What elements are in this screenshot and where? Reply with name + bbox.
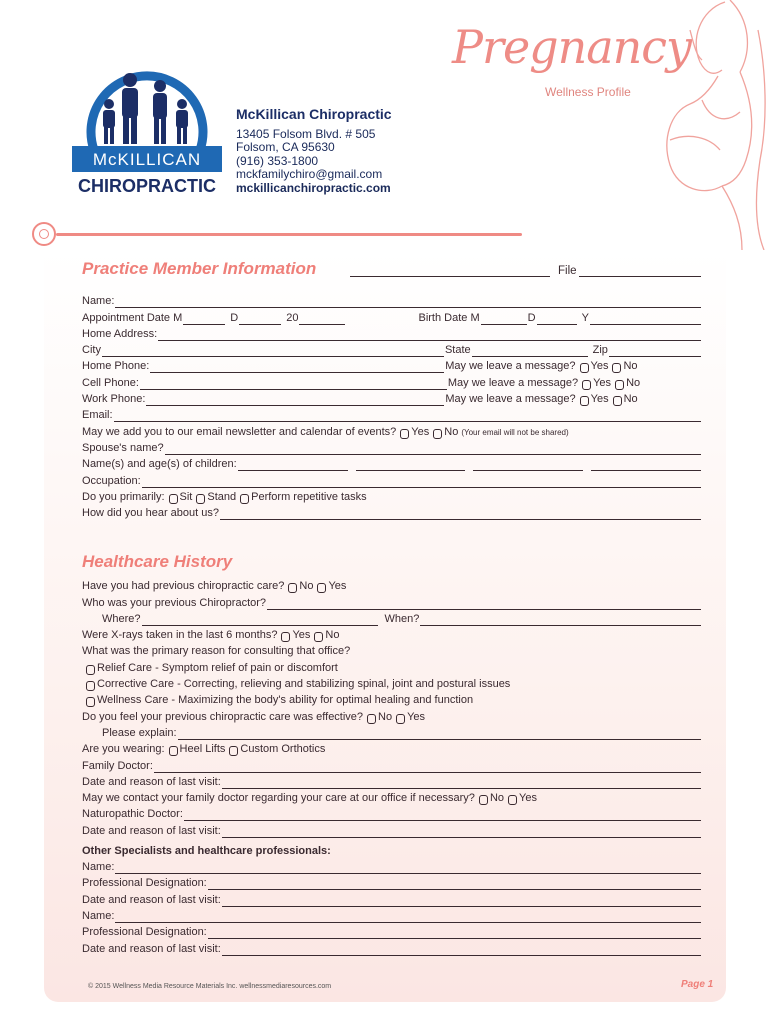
pregnant-woman-illustration — [630, 0, 770, 250]
xrays-yes-checkbox[interactable] — [281, 632, 290, 642]
wellness-profile-subtitle: Wellness Profile — [545, 85, 631, 99]
cell-msg-no-checkbox[interactable] — [615, 380, 624, 390]
practice-title-underline — [350, 276, 550, 277]
prev-when-field[interactable] — [420, 614, 701, 626]
effective-yes-checkbox[interactable] — [396, 714, 405, 724]
child-3-field[interactable] — [473, 459, 583, 471]
child-4-field[interactable] — [591, 459, 701, 471]
birth-year-field[interactable] — [590, 313, 701, 325]
other-specialists-heading: Other Specialists and healthcare professionals: — [82, 844, 331, 857]
city-field[interactable] — [102, 345, 444, 357]
specialist-1-name-field[interactable] — [115, 862, 701, 874]
company-address-1: 13405 Folsom Blvd. # 505 — [236, 126, 376, 141]
practice-section-title: Practice Member Information — [82, 259, 317, 278]
prev-care-yes-checkbox[interactable] — [317, 583, 326, 593]
birth-day-field[interactable] — [537, 313, 577, 325]
child-1-field[interactable] — [238, 459, 348, 471]
cell-msg-yes-checkbox[interactable] — [582, 380, 591, 390]
company-name: McKillican Chiropractic — [236, 106, 392, 122]
home-msg-no-checkbox[interactable] — [612, 363, 621, 373]
home-address-field[interactable] — [158, 329, 701, 341]
xrays-no-checkbox[interactable] — [314, 632, 323, 642]
healthcare-form: Have you had previous chiropractic care? No Yes Who was your previous Chiropractor? Where? When? Were X-rays taken in the last 6 months? Yes No What was the primary reason for consulting that office? Relief Care - Symptom relief of pain or discomfort Corrective Care - Correcting, relieving and stabilizing spinal, joint and postural issues Wellness Care - Maximizing the body's ability for optimal healing and function Do you feel your previous chiropractic care was effective? No Yes Please explain: Are you wearing: Heel Lifts Custom Orthotics Family Doctor: Date and reason of last visit: May we contact your family doctor regarding your care at our office if necessary? No Yes Naturopathic Doctor: Date and reason of last visit: Other Specialists and healthcare professionals: Name: Professional Designation: Date and reason of last visit: Name: Professional Designation: Date and reason of last visit: — [82, 577, 702, 956]
corrective-care-checkbox[interactable] — [86, 681, 95, 691]
wellness-care-checkbox[interactable] — [86, 697, 95, 707]
sit-checkbox[interactable] — [169, 494, 178, 504]
specialist-1-last-visit-field[interactable] — [222, 895, 701, 907]
heel-lifts-checkbox[interactable] — [169, 746, 178, 756]
stand-checkbox[interactable] — [196, 494, 205, 504]
work-msg-no-checkbox[interactable] — [613, 396, 622, 406]
specialist-2-last-visit-field[interactable] — [222, 944, 701, 956]
work-phone-field[interactable] — [146, 394, 444, 406]
prev-where-field[interactable] — [142, 614, 378, 626]
newsletter-yes-checkbox[interactable] — [400, 429, 409, 439]
specialist-1-designation-field[interactable] — [208, 878, 701, 890]
prev-care-no-checkbox[interactable] — [288, 583, 297, 593]
appt-day-field[interactable] — [239, 313, 281, 325]
child-2-field[interactable] — [356, 459, 466, 471]
contact-doc-yes-checkbox[interactable] — [508, 795, 517, 805]
page-number: Page 1 — [681, 979, 714, 990]
logo-text-mckillican: McKILLICAN — [92, 150, 202, 169]
spouse-name-field[interactable] — [165, 443, 701, 455]
naturopathic-doctor-field[interactable] — [184, 809, 701, 821]
company-info — [236, 108, 392, 195]
cell-phone-field[interactable] — [140, 378, 447, 390]
repetitive-tasks-checkbox[interactable] — [240, 494, 249, 504]
family-doctor-field[interactable] — [154, 761, 701, 773]
family-doctor-last-visit-field[interactable] — [222, 777, 701, 789]
logo-text-chiropractic: CHIROPRACTIC — [78, 176, 216, 196]
practice-form: Name: Appointment Date M D 20 Birth Date M D Y Home Address: City State Zip Home Phone: May we leave a message? Yes No Cell Phone: May we leave a message? Yes No Work Phone: May we leave a message? Yes No Email: May we add you to our email newsletter and calendar of events? Yes No (Your email will not be shared) Spouse's name? Name(s) and age(s) of children: Occupation: Do you primarily: Sit Stand Perform repetitive tasks How did you hear about us? — [82, 292, 702, 520]
company-address-2: Folsom, CA 95630 — [236, 140, 335, 154]
healthcare-section-title: Healthcare History — [82, 552, 233, 571]
custom-orthotics-checkbox[interactable] — [229, 746, 238, 756]
explain-field[interactable] — [178, 728, 701, 740]
appt-year-field[interactable] — [299, 313, 345, 325]
specialist-2-designation-field[interactable] — [208, 927, 701, 939]
state-field[interactable] — [472, 345, 588, 357]
prev-chiropractor-field[interactable] — [267, 598, 701, 610]
naturopathic-last-visit-field[interactable] — [222, 826, 701, 838]
footer-copyright: © 2015 Wellness Media Resource Materials Inc. wellnessmediaresources.com — [88, 983, 332, 990]
specialist-2-name-field[interactable] — [115, 911, 701, 923]
divider-line — [56, 233, 522, 236]
work-msg-yes-checkbox[interactable] — [580, 396, 589, 406]
home-msg-yes-checkbox[interactable] — [580, 363, 589, 373]
occupation-field[interactable] — [142, 476, 701, 488]
relief-care-checkbox[interactable] — [86, 665, 95, 675]
appt-month-field[interactable] — [183, 313, 225, 325]
name-field[interactable] — [115, 296, 701, 308]
home-phone-field[interactable] — [150, 361, 444, 373]
effective-no-checkbox[interactable] — [367, 714, 376, 724]
birth-month-field[interactable] — [481, 313, 527, 325]
file-input[interactable] — [579, 276, 701, 277]
referral-source-field[interactable] — [220, 508, 701, 520]
newsletter-no-checkbox[interactable] — [433, 429, 442, 439]
email-field[interactable] — [114, 410, 701, 422]
email-not-shared-note: (Your email will not be shared) — [461, 427, 569, 437]
pregnancy-title: Pregnancy — [452, 20, 692, 74]
zip-field[interactable] — [609, 345, 701, 357]
divider-circle-ornament — [32, 222, 56, 246]
company-website[interactable]: mckillicanchiropractic.com — [236, 180, 391, 195]
company-phone: (916) 353-1800 — [236, 153, 319, 168]
company-email: mckfamilychiro@gmail.com — [236, 167, 383, 181]
mckillican-logo — [72, 42, 222, 202]
contact-doc-no-checkbox[interactable] — [479, 795, 488, 805]
file-label: File — [558, 265, 577, 277]
